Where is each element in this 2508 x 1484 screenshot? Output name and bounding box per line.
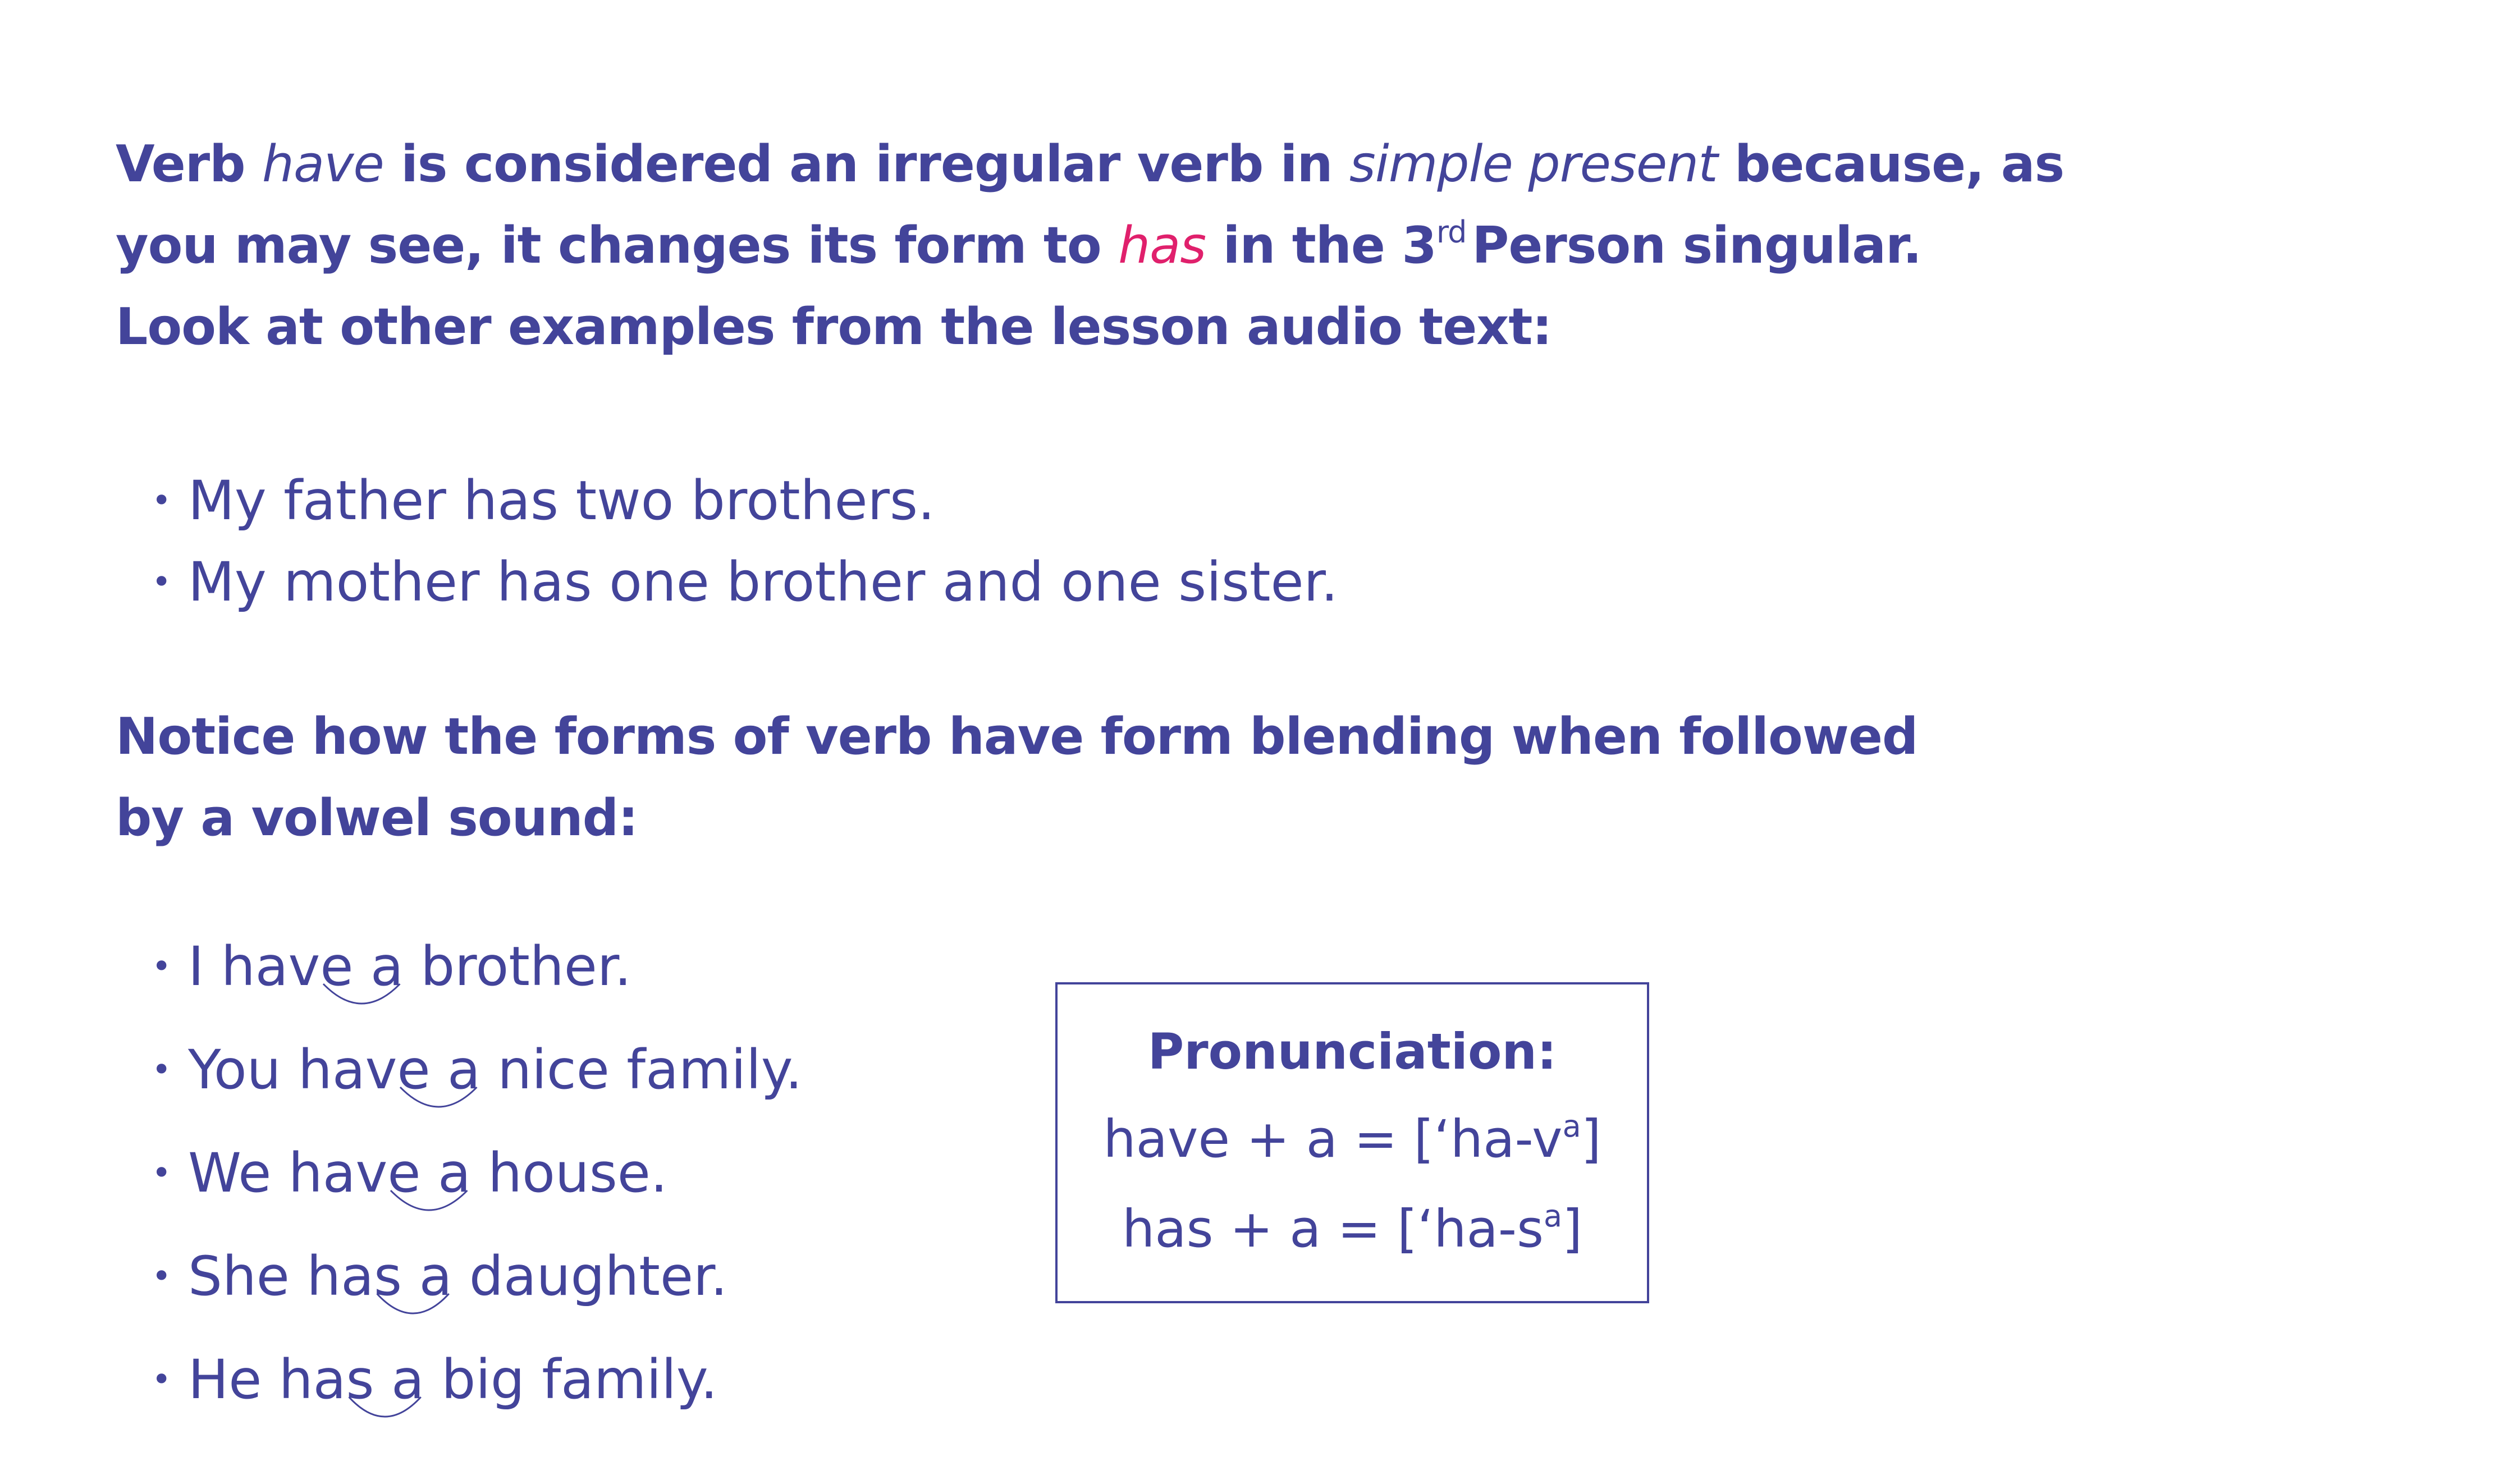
linking-segment xyxy=(346,1328,424,1431)
bullet-icon: • xyxy=(152,1360,172,1399)
bullet-icon: • xyxy=(152,1153,172,1193)
list-item xyxy=(152,1225,802,1328)
example-text: big family. xyxy=(424,1348,718,1411)
example-text: My father has two brothers. xyxy=(188,469,935,532)
linking-arc-icon xyxy=(387,1188,470,1216)
intro-has-highlight: has xyxy=(1118,216,1206,275)
list-item xyxy=(152,1121,802,1225)
linking-segment xyxy=(397,1018,480,1121)
bullet-icon: • xyxy=(152,1050,172,1089)
linked-letters: s a xyxy=(374,1245,452,1308)
list-item xyxy=(152,1328,802,1431)
linked-letters: e a xyxy=(320,935,404,998)
bullet-icon: • xyxy=(152,562,172,602)
linked-letters: s a xyxy=(346,1348,424,1411)
intro-line-2 xyxy=(116,205,2305,286)
schwa-superscript: a xyxy=(1544,1198,1563,1234)
example-text: nice family. xyxy=(480,1038,803,1101)
list-item xyxy=(152,460,1338,542)
intro-text: is considered an irregular verb in xyxy=(383,135,1349,194)
linking-segment xyxy=(320,915,403,1018)
example-text: brother. xyxy=(403,935,631,998)
linking-arc-icon xyxy=(320,981,403,1009)
linking-arc-icon xyxy=(346,1394,424,1422)
bullet-icon: • xyxy=(152,1257,172,1296)
linking-segment xyxy=(387,1121,470,1225)
list-item xyxy=(152,542,1338,623)
intro-have-italic: have xyxy=(262,135,384,194)
bullet-icon: • xyxy=(152,947,172,986)
pronunciation-line-has xyxy=(1058,1199,1647,1259)
intro-text: Person singular. xyxy=(1472,216,1921,275)
notice-paragraph xyxy=(116,696,2305,859)
intro-text: because, as xyxy=(1717,135,2065,194)
example-list xyxy=(152,460,1338,623)
linked-letters: e a xyxy=(387,1142,471,1204)
pronunciation-box xyxy=(1055,982,1649,1303)
intro-line-1 xyxy=(116,123,2305,205)
example-text: house. xyxy=(470,1142,668,1204)
intro-text: Verb xyxy=(116,135,262,194)
intro-paragraph xyxy=(116,123,2305,368)
example-text: You hav xyxy=(188,1038,397,1101)
pronunciation-line-have xyxy=(1058,1109,1647,1169)
example-text: We hav xyxy=(188,1142,388,1204)
blending-list xyxy=(152,915,802,1431)
intro-text: you may see, it changes its form to xyxy=(116,216,1119,275)
notice-line-1: Notice how the forms of verb have form blending when followed xyxy=(116,707,1918,766)
pronunciation-bracket: ] xyxy=(1581,1109,1601,1169)
example-text: My mother has one brother and one sister. xyxy=(188,551,1338,613)
schwa-superscript: a xyxy=(1562,1109,1581,1144)
notice-line-2: by a volwel sound: xyxy=(116,789,638,848)
linked-letters: e a xyxy=(397,1038,480,1101)
example-text: I hav xyxy=(188,935,321,998)
linking-arc-icon xyxy=(374,1291,452,1319)
intro-line-3: Look at other examples from the lesson audio text: xyxy=(116,297,1552,356)
ordinal-superscript: rd xyxy=(1436,214,1467,250)
example-text: She ha xyxy=(188,1245,374,1308)
example-text: daughter. xyxy=(452,1245,728,1308)
bullet-icon: • xyxy=(152,481,172,520)
list-item xyxy=(152,1018,802,1121)
pronunciation-bracket: ] xyxy=(1562,1199,1583,1259)
intro-text: in the 3 xyxy=(1206,216,1436,275)
pronunciation-text: has + a = [‘ha-s xyxy=(1122,1199,1544,1259)
pronunciation-title: Pronunciation: xyxy=(1147,1023,1557,1080)
example-text: He ha xyxy=(188,1348,346,1411)
list-item xyxy=(152,915,802,1018)
linking-segment xyxy=(374,1225,452,1328)
pronunciation-text: have + a = [‘ha-v xyxy=(1103,1109,1563,1169)
linking-arc-icon xyxy=(397,1084,480,1112)
intro-simple-present-italic: simple present xyxy=(1349,135,1718,194)
